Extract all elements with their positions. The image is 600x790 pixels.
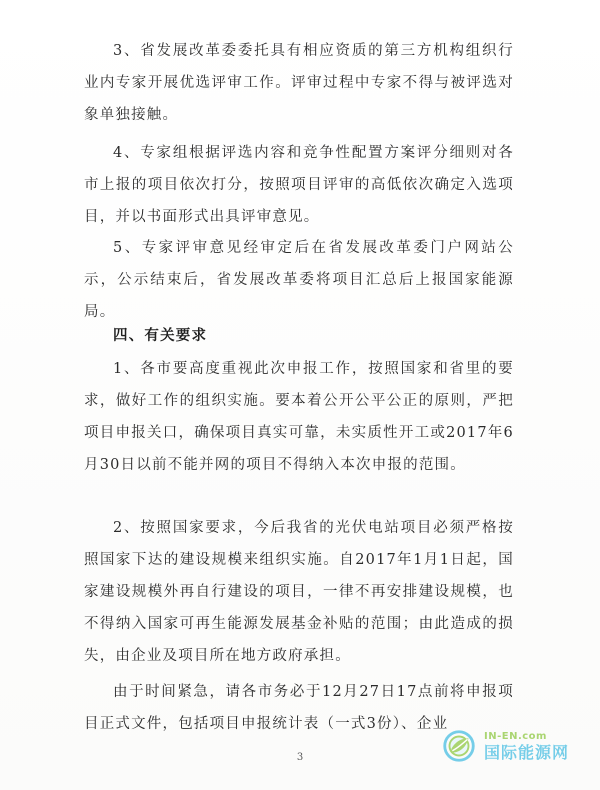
deadline-paragraph: 由于时间紧急，请各市务必于12月27日17点前将申报项目正式文件，包括项目申报统计表（一式3份）、企业 <box>84 684 514 732</box>
watermark <box>440 724 586 768</box>
requirement-2-paragraph: 2、按照国家要求，今后我省的光伏电站项目必须严格按照国家下达的建设规模来组织实施。自2017年1月1日起，国家建设规模外再自行建设的项目，一律不再安排建设规模，也不得纳入国家可再生能源发展基金补贴的范围；由此造成的损失，由企业及项目所在地方政府承担。 <box>84 520 514 664</box>
paragraph-item-4: 4、专家组根据评选内容和竞争性配置方案评分细则对各市上报的项目依次打分，按照项目评审的高低依次确定入选项目，并以书面形式出具评审意见。 <box>84 145 514 225</box>
requirement-1-paragraph: 1、各市要高度重视此次申报工作，按照国家和省里的要求，做好工作的组织实施。要本着公开公平公正的原则，严把项目申报关口，确保项目真实可靠，未实质性开工或2017年6月30日以前不能并网的项目不得纳入本次申报的范围。 <box>84 361 514 473</box>
section-heading: 四、有关要求 <box>113 328 208 344</box>
paragraph-item-3: 3、省发展改革委委托具有相应资质的第三方机构组织行业内专家开展优选评审工作。评审过程中专家不得与被评选对象单独接触。 <box>84 43 514 123</box>
watermark-cn-text: 国际能源网 <box>484 742 570 762</box>
globe-leaf-logo-icon <box>440 727 478 765</box>
watermark-en-text: IN-EN.com <box>484 730 547 742</box>
paragraph-item-5: 5、专家评审意见经审定后在省发展改革委门户网站公示，公示结束后，省发展改革委将项目汇总后上报国家能源局。 <box>84 240 514 320</box>
page-number: 3 <box>296 752 304 763</box>
